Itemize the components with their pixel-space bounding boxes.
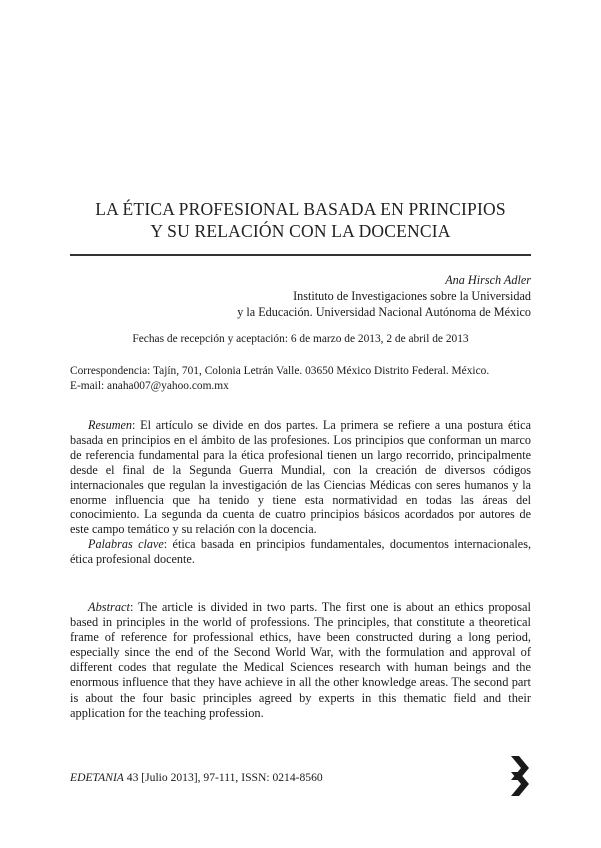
title-line-1: LA ÉTICA PROFESIONAL BASADA EN PRINCIPIOS [95,199,506,219]
affiliation-line-1: Instituto de Investigaciones sobre la Universidad [293,289,531,303]
correspondence-address: Correspondencia: Tajín, 701, Colonia Letrán Valle. 03650 México Distrito Federal. México. [70,365,490,377]
resumen-text: : El artículo se divide en dos partes. La primera se refiere a una postura ética basada en principios en el ámbito de las profesiones. Los principios que conforman un marco de referencia fundamental para la ética profesional tienen un largo recorrido, principalmente desde el final de la Segunda Guerra Mundial, con la creación de diversos códigos internacionales que regulan la investigación de las Ciencias Médicas con seres humanos y la enorme influencia que ha tenido y tiene esta normatividad en todas las áreas del conocimiento. La segunda da cuenta de cuatro principios básicos acordados por autores de este campo temático y su relación con la docencia. [70,418,531,537]
title-divider [70,254,531,256]
article-title [0,198,601,242]
author-name: Ana Hirsch Adler [445,273,531,287]
abstract-section [70,600,531,721]
affiliation-line-2: y la Educación. Universidad Nacional Autónoma de México [237,305,531,319]
correspondence-block [70,364,540,393]
keywords-paragraph [70,537,531,567]
author-block [237,272,531,320]
resumen-section [70,418,531,567]
publisher-logo-icon [509,756,531,796]
reception-dates: Fechas de recepción y aceptación: 6 de marzo de 2013, 2 de abril de 2013 [132,333,469,345]
title-line-2: Y SU RELACIÓN CON LA DOCENCIA [150,221,451,241]
abstract-label: Abstract [88,600,130,614]
resumen-label: Resumen [88,418,132,432]
keywords-text: : ética basada en principios fundamentales, documentos internacionales, ética profesional docente. [70,537,531,567]
abstract-paragraph [70,600,531,721]
correspondence-email: E-mail: anaha007@yahoo.com.mx [70,379,229,392]
keywords-label: Palabras clave [88,537,164,552]
journal-name: EDETANIA [70,771,124,784]
footer-citation [70,771,323,785]
abstract-text: : The article is divided in two parts. The first one is about an ethics proposal based in principles in the world of professions. The principles, that constitute a theoretical frame of reference for professional ethics, have been constructed during a long period, especially since the end of the Second World War, with the formulation and approval of different codes that regulate the Medical Sciences research with human beings and the enormous influence that they have achieve in all the other knowledge areas. The second part is about the four basic principles agreed by experts in this thematic field and their application for the teaching profession. [70,600,531,720]
citation-details: 43 [Julio 2013], 97-111, ISSN: 0214-8560 [123,771,323,784]
resumen-paragraph [70,418,531,537]
